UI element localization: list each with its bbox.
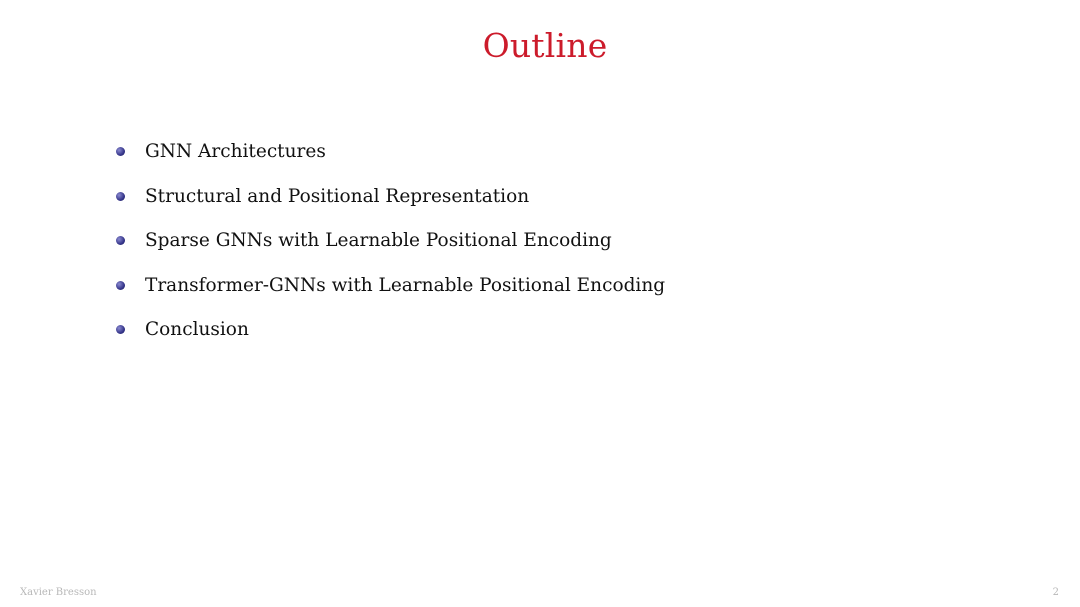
list-item-text: Sparse GNNs with Learnable Positional Encoding [145, 230, 612, 251]
list-item [116, 138, 665, 183]
bullet-icon [116, 281, 125, 290]
list-item-text: GNN Architectures [145, 141, 326, 162]
list-item [116, 272, 665, 317]
outline-list [116, 138, 665, 361]
bullet-icon [116, 147, 125, 156]
bullet-icon [116, 192, 125, 201]
footer-author: Xavier Bresson [20, 587, 97, 598]
list-item-text: Conclusion [145, 319, 249, 340]
page-number: 2 [1052, 587, 1059, 598]
list-item [116, 227, 665, 272]
slide-title: Outline [482, 26, 608, 65]
list-item [116, 316, 665, 361]
list-item-text: Transformer-GNNs with Learnable Positional Encoding [145, 274, 666, 296]
bullet-icon [116, 236, 125, 245]
list-item [116, 183, 665, 228]
list-item-text: Structural and Positional Representation [145, 185, 530, 207]
bullet-icon [116, 325, 125, 334]
